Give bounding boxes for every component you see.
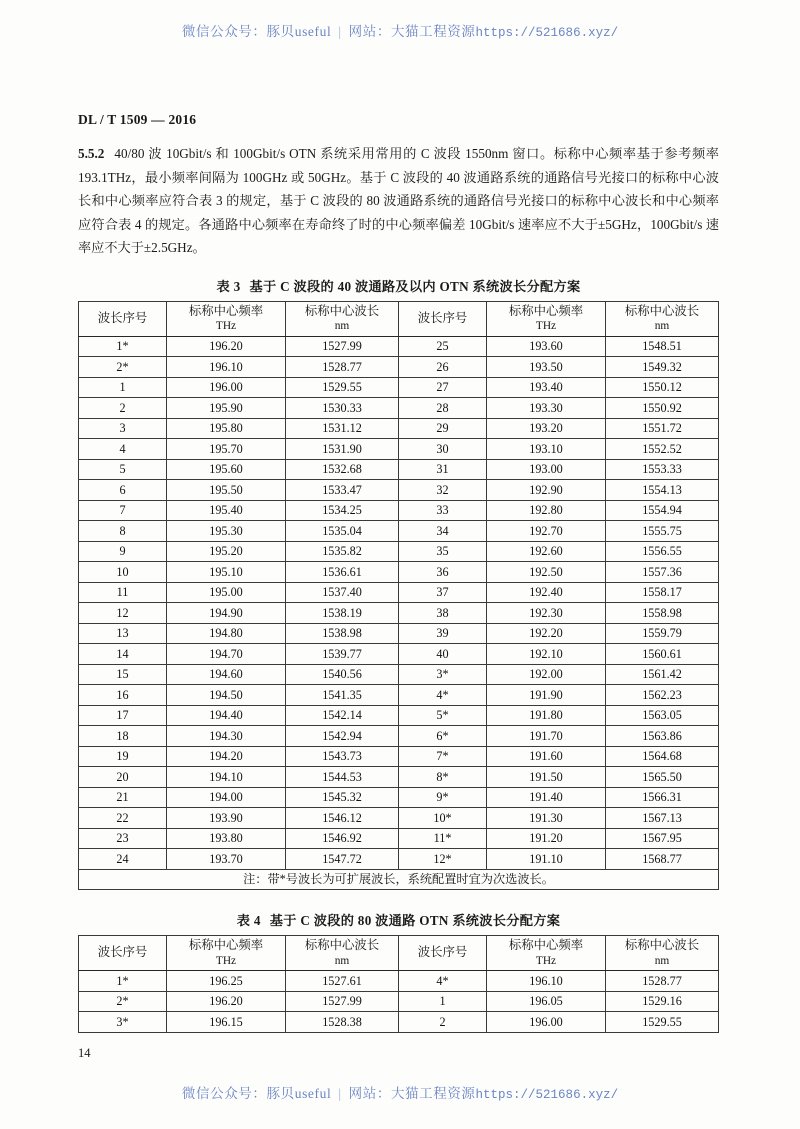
table-cell: 28 <box>399 398 487 419</box>
table-cell: 5* <box>399 705 487 726</box>
table-cell: 31 <box>399 459 487 480</box>
table-cell: 1547.72 <box>286 849 399 870</box>
table-row <box>79 562 719 583</box>
table-row <box>79 336 719 357</box>
table-row <box>79 459 719 480</box>
table-cell: 1531.90 <box>286 439 399 460</box>
table4-col-4 <box>487 936 606 971</box>
table-cell: 6* <box>399 726 487 747</box>
table-cell: 21 <box>79 787 167 808</box>
page-content <box>78 112 719 1033</box>
table-cell: 195.40 <box>167 500 286 521</box>
table-cell: 194.50 <box>167 685 286 706</box>
table-cell: 1528.77 <box>606 971 719 992</box>
table-row <box>79 705 719 726</box>
table4-col-1-unit: THz <box>215 954 237 967</box>
table-cell: 192.80 <box>487 500 606 521</box>
table-row <box>79 357 719 378</box>
table4-col-5-name: 标称中心波长 <box>624 938 700 953</box>
table-row <box>79 849 719 870</box>
table-cell: 6 <box>79 480 167 501</box>
table3-footer <box>79 869 719 890</box>
table-cell: 12* <box>399 849 487 870</box>
table-cell: 191.60 <box>487 746 606 767</box>
table-cell: 39 <box>399 623 487 644</box>
table-cell: 1535.82 <box>286 541 399 562</box>
table-cell: 1553.33 <box>606 459 719 480</box>
table-cell: 25 <box>399 336 487 357</box>
table4-col-5 <box>606 936 719 971</box>
table-cell: 14 <box>79 644 167 665</box>
table-cell: 1554.94 <box>606 500 719 521</box>
table-cell: 27 <box>399 377 487 398</box>
table-cell: 34 <box>399 521 487 542</box>
table-cell: 13 <box>79 623 167 644</box>
table-cell: 2 <box>399 1012 487 1033</box>
table-cell: 1545.32 <box>286 787 399 808</box>
table-row <box>79 685 719 706</box>
table-cell: 1562.23 <box>606 685 719 706</box>
table-cell: 7* <box>399 746 487 767</box>
table3-col-2-unit: nm <box>334 320 350 333</box>
table4-col-3-name: 波长序号 <box>417 945 468 960</box>
table-cell: 1 <box>79 377 167 398</box>
table-cell: 1540.56 <box>286 664 399 685</box>
table-cell: 1530.33 <box>286 398 399 419</box>
table4-col-0-name: 波长序号 <box>97 945 148 960</box>
table-cell: 3* <box>79 1012 167 1033</box>
table-cell: 11 <box>79 582 167 603</box>
table4-col-1 <box>167 936 286 971</box>
table-cell: 30 <box>399 439 487 460</box>
table-cell: 1548.51 <box>606 336 719 357</box>
table-cell: 1528.77 <box>286 357 399 378</box>
table-cell: 1560.61 <box>606 644 719 665</box>
table-cell: 1550.12 <box>606 377 719 398</box>
table-cell: 195.30 <box>167 521 286 542</box>
watermark-wechat-value: 豚贝useful <box>266 24 332 39</box>
watermark-separator-2: | <box>338 1086 342 1101</box>
table-cell: 194.70 <box>167 644 286 665</box>
table-cell: 194.90 <box>167 603 286 624</box>
table-row <box>79 418 719 439</box>
table-cell: 191.30 <box>487 808 606 829</box>
table-cell: 35 <box>399 541 487 562</box>
table-row <box>79 398 719 419</box>
table-cell: 196.25 <box>167 971 286 992</box>
table-row <box>79 644 719 665</box>
table-cell: 1568.77 <box>606 849 719 870</box>
table4-body <box>79 971 719 1033</box>
table3-col-5 <box>606 301 719 336</box>
table-cell: 1 <box>399 991 487 1012</box>
table-cell: 11* <box>399 828 487 849</box>
table-cell: 1527.61 <box>286 971 399 992</box>
table-cell: 1527.99 <box>286 991 399 1012</box>
watermark-separator: | <box>338 24 342 39</box>
table-cell: 1531.12 <box>286 418 399 439</box>
table-cell: 15 <box>79 664 167 685</box>
watermark-wechat-value-2: 豚贝useful <box>266 1086 332 1101</box>
table-cell: 196.05 <box>487 991 606 1012</box>
table-row <box>79 377 719 398</box>
table4-col-5-unit: nm <box>654 954 670 967</box>
table-cell: 193.40 <box>487 377 606 398</box>
table-cell: 191.90 <box>487 685 606 706</box>
table-cell: 193.50 <box>487 357 606 378</box>
table-cell: 1527.99 <box>286 336 399 357</box>
table3-col-2 <box>286 301 399 336</box>
table-cell: 196.20 <box>167 336 286 357</box>
table-cell: 191.80 <box>487 705 606 726</box>
table-cell: 195.80 <box>167 418 286 439</box>
table-cell: 40 <box>399 644 487 665</box>
table4-col-2-name: 标称中心波长 <box>304 938 380 953</box>
table-cell: 195.00 <box>167 582 286 603</box>
table-row <box>79 828 719 849</box>
table-cell: 195.60 <box>167 459 286 480</box>
table-cell: 196.00 <box>487 1012 606 1033</box>
table-cell: 192.00 <box>487 664 606 685</box>
table-cell: 1549.32 <box>606 357 719 378</box>
table3-col-1-name: 标称中心频率 <box>188 303 264 318</box>
table-cell: 23 <box>79 828 167 849</box>
table3-caption: 基于 C 波段的 40 波通路及以内 OTN 系统波长分配方案 <box>249 278 581 294</box>
table-cell: 195.50 <box>167 480 286 501</box>
table4-col-2 <box>286 936 399 971</box>
table-cell: 1555.75 <box>606 521 719 542</box>
table-cell: 37 <box>399 582 487 603</box>
table-cell: 195.20 <box>167 541 286 562</box>
table-row <box>79 971 719 992</box>
table-cell: 194.20 <box>167 746 286 767</box>
table-cell: 1533.47 <box>286 480 399 501</box>
table-cell: 1567.95 <box>606 828 719 849</box>
table-cell: 1557.36 <box>606 562 719 583</box>
watermark-wechat-label: 微信公众号： <box>181 24 267 39</box>
table3-header-row <box>79 301 719 336</box>
table-cell: 192.50 <box>487 562 606 583</box>
table-cell: 194.60 <box>167 664 286 685</box>
clause-number: 5.5.2 <box>78 146 105 161</box>
table3-note: 注：带*号波长为可扩展波长，系统配置时宜为次选波长。 <box>79 869 719 890</box>
table-cell: 194.10 <box>167 767 286 788</box>
table-cell: 196.15 <box>167 1012 286 1033</box>
table-cell: 1* <box>79 971 167 992</box>
watermark-site-label-2: 网站： <box>348 1086 391 1101</box>
table-cell: 1551.72 <box>606 418 719 439</box>
table-row <box>79 439 719 460</box>
table-cell: 1558.17 <box>606 582 719 603</box>
table3-col-0 <box>79 301 167 336</box>
table-cell: 5 <box>79 459 167 480</box>
watermark-site-label: 网站： <box>348 24 391 39</box>
table-cell: 193.90 <box>167 808 286 829</box>
table-cell: 1558.98 <box>606 603 719 624</box>
table4-col-1-name: 标称中心频率 <box>188 938 264 953</box>
table-cell: 191.50 <box>487 767 606 788</box>
table-cell: 1528.38 <box>286 1012 399 1033</box>
table3-label: 表 3 <box>216 278 241 294</box>
table-cell: 1546.12 <box>286 808 399 829</box>
table-cell: 1563.86 <box>606 726 719 747</box>
table-cell: 1529.55 <box>286 377 399 398</box>
table-cell: 194.30 <box>167 726 286 747</box>
table-cell: 9 <box>79 541 167 562</box>
table-cell: 192.40 <box>487 582 606 603</box>
table-cell: 36 <box>399 562 487 583</box>
table-row <box>79 500 719 521</box>
table-cell: 193.60 <box>487 336 606 357</box>
table-cell: 32 <box>399 480 487 501</box>
table3-header <box>79 301 719 336</box>
table-cell: 1538.98 <box>286 623 399 644</box>
table3-col-4 <box>487 301 606 336</box>
table-cell: 4* <box>399 685 487 706</box>
table-cell: 191.40 <box>487 787 606 808</box>
table-row <box>79 582 719 603</box>
watermark-top <box>0 20 800 40</box>
table-cell: 9* <box>399 787 487 808</box>
table-cell: 196.10 <box>167 357 286 378</box>
standard-identifier: DL / T 1509 — 2016 <box>78 112 197 127</box>
table-cell: 194.80 <box>167 623 286 644</box>
table-cell: 192.10 <box>487 644 606 665</box>
table4 <box>78 935 719 1033</box>
table-row <box>79 746 719 767</box>
table-cell: 196.10 <box>487 971 606 992</box>
table4-col-4-unit: THz <box>535 954 557 967</box>
table-cell: 10* <box>399 808 487 829</box>
table-cell: 1543.73 <box>286 746 399 767</box>
table-cell: 18 <box>79 726 167 747</box>
table-cell: 1529.16 <box>606 991 719 1012</box>
table-cell: 2* <box>79 357 167 378</box>
table3-col-0-name: 波长序号 <box>97 310 148 325</box>
table4-title <box>78 910 719 929</box>
table-cell: 1559.79 <box>606 623 719 644</box>
table4-wrapper <box>78 910 719 1033</box>
table-cell: 1534.25 <box>286 500 399 521</box>
page-number: 14 <box>78 1046 91 1060</box>
table-cell: 192.30 <box>487 603 606 624</box>
table-cell: 20 <box>79 767 167 788</box>
table-row <box>79 991 719 1012</box>
table-cell: 1564.68 <box>606 746 719 767</box>
table4-col-4-name: 标称中心频率 <box>508 938 584 953</box>
table-cell: 191.10 <box>487 849 606 870</box>
table-cell: 1544.53 <box>286 767 399 788</box>
table3 <box>78 301 719 891</box>
table-cell: 1563.05 <box>606 705 719 726</box>
table-cell: 195.10 <box>167 562 286 583</box>
table-cell: 1546.92 <box>286 828 399 849</box>
table3-col-5-name: 标称中心波长 <box>624 303 700 318</box>
table4-label: 表 4 <box>236 913 261 928</box>
table-row <box>79 808 719 829</box>
table-cell: 193.00 <box>487 459 606 480</box>
table-cell: 1565.50 <box>606 767 719 788</box>
table-cell: 193.70 <box>167 849 286 870</box>
table3-body <box>79 336 719 869</box>
table-row <box>79 767 719 788</box>
table-cell: 3 <box>79 418 167 439</box>
table-cell: 1554.13 <box>606 480 719 501</box>
table-cell: 19 <box>79 746 167 767</box>
table-cell: 33 <box>399 500 487 521</box>
table-cell: 3* <box>399 664 487 685</box>
table-cell: 29 <box>399 418 487 439</box>
table4-col-3 <box>399 936 487 971</box>
watermark-url: https://521686.xyz/ <box>475 26 619 40</box>
table-cell: 194.40 <box>167 705 286 726</box>
table-cell: 1556.55 <box>606 541 719 562</box>
table-cell: 1529.55 <box>606 1012 719 1033</box>
table-row <box>79 623 719 644</box>
table-cell: 193.30 <box>487 398 606 419</box>
table-cell: 192.20 <box>487 623 606 644</box>
table-cell: 191.20 <box>487 828 606 849</box>
table-cell: 195.90 <box>167 398 286 419</box>
table-cell: 4 <box>79 439 167 460</box>
table-cell: 22 <box>79 808 167 829</box>
table-cell: 1542.14 <box>286 705 399 726</box>
table-row <box>79 521 719 542</box>
table-cell: 1538.19 <box>286 603 399 624</box>
table4-caption: 基于 C 波段的 80 波通路 OTN 系统波长分配方案 <box>269 913 561 928</box>
table3-col-4-name: 标称中心频率 <box>508 303 584 318</box>
table-cell: 196.00 <box>167 377 286 398</box>
table-cell: 193.10 <box>487 439 606 460</box>
table-cell: 1566.31 <box>606 787 719 808</box>
table-cell: 1550.92 <box>606 398 719 419</box>
table-row <box>79 541 719 562</box>
table-cell: 1537.40 <box>286 582 399 603</box>
table3-col-1-unit: THz <box>215 320 237 333</box>
table-cell: 1535.04 <box>286 521 399 542</box>
table-cell: 193.20 <box>487 418 606 439</box>
table-cell: 24 <box>79 849 167 870</box>
table-cell: 16 <box>79 685 167 706</box>
watermark-site-value: 大猫工程资源 <box>390 24 476 39</box>
table-cell: 8 <box>79 521 167 542</box>
table-cell: 195.70 <box>167 439 286 460</box>
watermark-bottom <box>0 1082 800 1102</box>
table-cell: 193.80 <box>167 828 286 849</box>
table4-header-row <box>79 936 719 971</box>
table-cell: 12 <box>79 603 167 624</box>
table-row <box>79 726 719 747</box>
table3-title <box>78 276 719 295</box>
table-row <box>79 603 719 624</box>
table-cell: 194.00 <box>167 787 286 808</box>
table-row <box>79 787 719 808</box>
clause-5-5-2 <box>78 142 719 260</box>
table-cell: 1542.94 <box>286 726 399 747</box>
watermark-wechat-label-2: 微信公众号： <box>181 1086 267 1101</box>
table-cell: 191.70 <box>487 726 606 747</box>
table-cell: 1561.42 <box>606 664 719 685</box>
table-cell: 1552.52 <box>606 439 719 460</box>
table-cell: 1567.13 <box>606 808 719 829</box>
table-row <box>79 664 719 685</box>
watermark-url-2: https://521686.xyz/ <box>475 1088 619 1102</box>
table3-col-2-name: 标称中心波长 <box>304 303 380 318</box>
table4-col-0 <box>79 936 167 971</box>
table3-note-row <box>79 869 719 890</box>
table-cell: 1532.68 <box>286 459 399 480</box>
table-cell: 17 <box>79 705 167 726</box>
table-row <box>79 1012 719 1033</box>
table-cell: 1* <box>79 336 167 357</box>
table3-col-4-unit: THz <box>535 320 557 333</box>
table-cell: 8* <box>399 767 487 788</box>
table-cell: 2* <box>79 991 167 1012</box>
table3-col-3 <box>399 301 487 336</box>
table-cell: 192.60 <box>487 541 606 562</box>
table-cell: 192.70 <box>487 521 606 542</box>
table4-col-2-unit: nm <box>334 954 350 967</box>
table3-col-3-name: 波长序号 <box>417 310 468 325</box>
table-cell: 4* <box>399 971 487 992</box>
table-cell: 1536.61 <box>286 562 399 583</box>
clause-text: 40/80 波 10Gbit/s 和 100Gbit/s OTN 系统采用常用的 C 波段 1550nm 窗口。标称中心频率基于参考频率 193.1THz，最小频率间隔为 100GHz 或 50GHz。基于 C 波段的 40 波通路系统的通路信号光接口的标称中心波长和中心频率应符合表 3 的规定，基于 C 波段的 80 波通路系统的通路信号光接口的标称中心波长和中心频率应符合表 4 的规定。各通路中心频率在寿命终了时的中心频率偏差 10Gbit/s 速率应不大于±5GHz，100Gbit/s 速率应不大于±2.5GHz。 <box>78 146 719 255</box>
table-cell: 196.20 <box>167 991 286 1012</box>
table-cell: 1539.77 <box>286 644 399 665</box>
table-cell: 38 <box>399 603 487 624</box>
table-cell: 1541.35 <box>286 685 399 706</box>
table4-header <box>79 936 719 971</box>
table-cell: 7 <box>79 500 167 521</box>
table-cell: 10 <box>79 562 167 583</box>
table3-col-5-unit: nm <box>654 320 670 333</box>
table-cell: 192.90 <box>487 480 606 501</box>
table-cell: 26 <box>399 357 487 378</box>
table-row <box>79 480 719 501</box>
table3-col-1 <box>167 301 286 336</box>
watermark-site-value-2: 大猫工程资源 <box>390 1086 476 1101</box>
table-cell: 2 <box>79 398 167 419</box>
